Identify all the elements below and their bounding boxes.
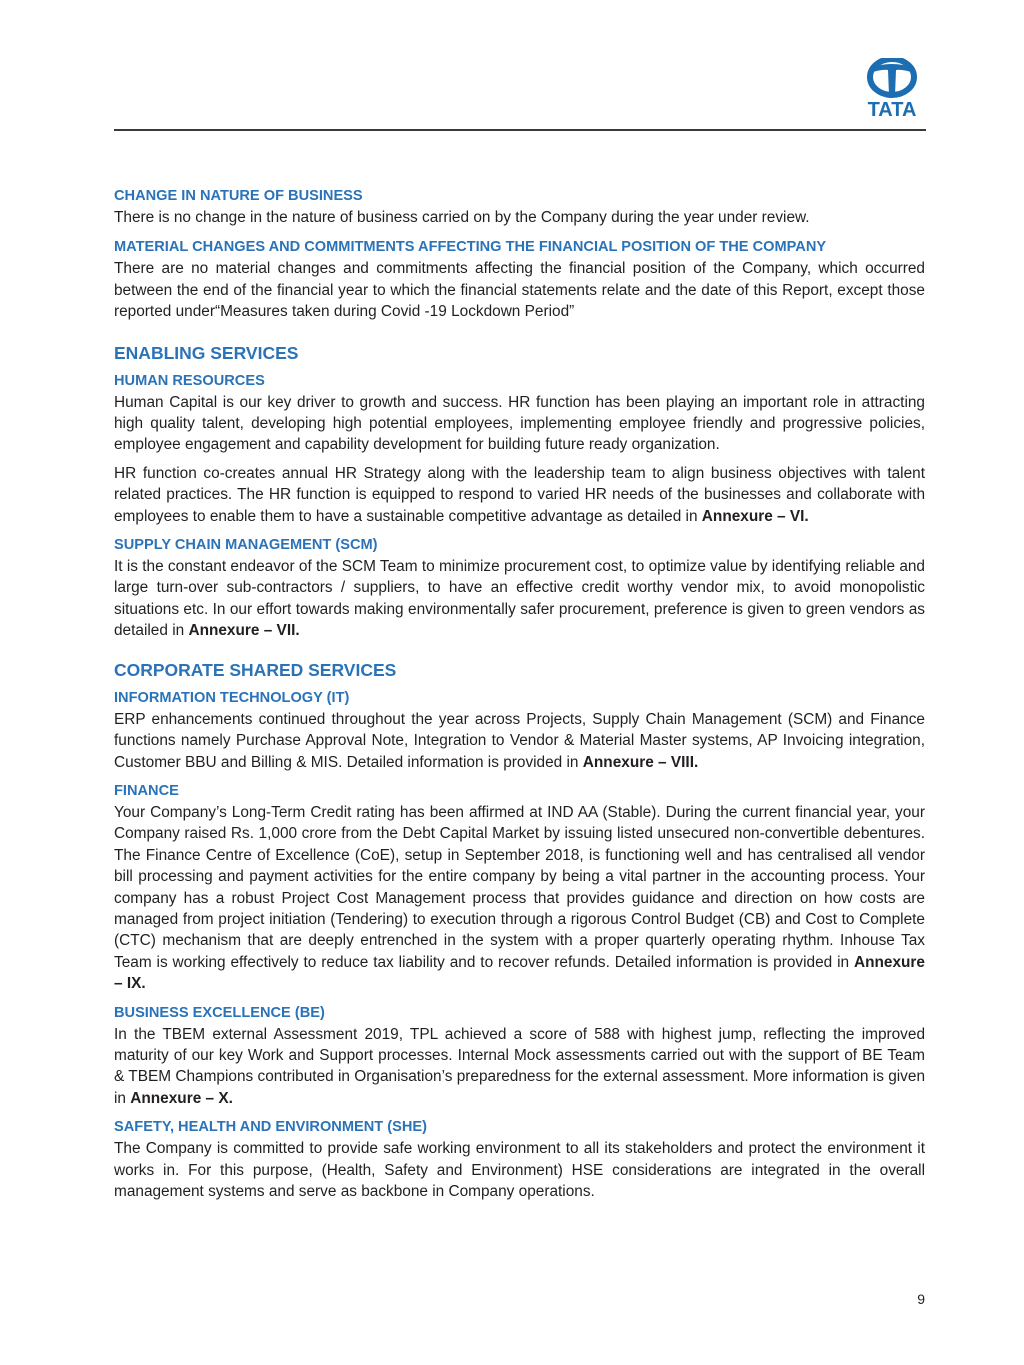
paragraph-hr-1: Human Capital is our key driver to growth and success. HR function has been playing an important role in attracting high quality talent, developing high potential employees, implementing employee friendly and progressive policies, employee engagement and capability development for building future ready organization.	[114, 393, 925, 454]
paragraph-finance-text: Your Company’s Long-Term Credit rating has been affirmed at IND AA (Stable). During the current financial year, your Company raised Rs. 1,000 crore from the Debt Capital Market by issuing listed unsecured non-convertible debentures. The Finance Centre of Excellence (CoE), setup in September 2018, is functioning well and has centralised all vendor bill processing and payment activities for the entire company by being a vital partner in the accounting process. Your company has a robust Project Cost Management process that provides guidance and direction on how costs are managed from project initiation (Tendering) to execution through a rigorous Control Budget (CB) and Cost to Complete (CTC) mechanism that are deeply entrenched in the system with a proper quarterly operating rhythm. Inhouse Tax Team is working effectively to reduce tax liability and to recover refunds. Detailed information is provided in	[114, 803, 925, 971]
paragraph-be-text: In the TBEM external Assessment 2019, TPL achieved a score of 588 with highest jump, reflecting the improved maturity of our key Work and Support processes. Internal Mock assessments carried out with the support of BE Team & TBEM Champions contributed in Organisation’s preparedness for the external assessment. More information is given in	[114, 1025, 925, 1107]
paragraph-business-excellence	[114, 1024, 925, 1110]
annexure-ref-vii: Annexure – VII.	[188, 622, 300, 640]
document-body	[114, 186, 925, 1202]
heading-change-nature: CHANGE IN NATURE OF BUSINESS	[114, 188, 363, 204]
heading-enabling-services: ENABLING SERVICES	[114, 342, 299, 363]
page-number: 9	[917, 1291, 925, 1307]
tata-logo	[858, 58, 926, 120]
paragraph-it-text: ERP enhancements continued throughout the year across Projects, Supply Chain Management (SCM) and Finance functions namely Purchase Approval Note, Integration to Vendor & Material Master systems, AP Invoicing integration, Customer BBU and Billing & MIS. Detailed information is provided in	[114, 710, 925, 771]
paragraph-finance	[114, 802, 925, 995]
annexure-ref-x: Annexure – X.	[130, 1089, 233, 1107]
heading-it: INFORMATION TECHNOLOGY (IT)	[114, 689, 350, 706]
paragraph-change-nature: There is no change in the nature of business carried on by the Company during the year under review.	[114, 209, 810, 226]
annexure-ref-viii: Annexure – VIII.	[582, 753, 699, 771]
tata-emblem-icon	[858, 58, 926, 98]
paragraph-material-changes: There are no material changes and commitments affecting the financial position of the Company, which occurred between the end of the financial year to which the financial statements relate and the date of this Report, except those reported under“Measures taken during Covid -19 Lockdown Period”	[114, 260, 925, 321]
paragraph-hr-2-text: HR function co-creates annual HR Strategy along with the leadership team to align business objectives with talent related practices. The HR function is equipped to respond to varied HR needs of the businesses and collaborate with employees to enable them to have a sustainable competitive advantage as detailed in	[114, 464, 925, 525]
heading-she: SAFETY, HEALTH AND ENVIRONMENT (SHE)	[114, 1119, 427, 1136]
paragraph-it	[114, 709, 925, 773]
annexure-ref-vi: Annexure – VI.	[701, 507, 809, 525]
heading-business-excellence: BUSINESS EXCELLENCE (BE)	[114, 1004, 325, 1021]
heading-scm: SUPPLY CHAIN MANAGEMENT (SCM)	[114, 537, 378, 554]
heading-finance: FINANCE	[114, 782, 179, 799]
heading-human-resources: HUMAN RESOURCES	[114, 372, 265, 389]
logo-wordmark: TATA	[867, 99, 917, 121]
paragraph-scm-text: It is the constant endeavor of the SCM Team to minimize procurement cost, to optimize value by identifying reliable and large turn-over sub-contractors / suppliers, to have an effective credit worthy vendor mix, to avoid monopolistic situations etc. In our effort towards making environmentally safer procurement, preference is given to green vendors as detailed in	[114, 558, 925, 640]
header-divider	[114, 129, 926, 131]
annexure-ref-ix: Annexure – IX.	[114, 953, 925, 993]
heading-material-changes: MATERIAL CHANGES AND COMMITMENTS AFFECTING THE FINANCIAL POSITION OF THE COMPANY	[114, 239, 827, 256]
heading-corporate-shared-services: CORPORATE SHARED SERVICES	[114, 659, 397, 680]
paragraph-scm	[114, 556, 925, 642]
paragraph-hr-2	[114, 463, 925, 527]
paragraph-she: The Company is committed to provide safe working environment to all its stakeholders and protect the environment it works in. For this purpose, (Health, Safety and Environment) HSE considerations are integrated in the overall management systems and serve as backbone in Company operations.	[114, 1140, 925, 1200]
